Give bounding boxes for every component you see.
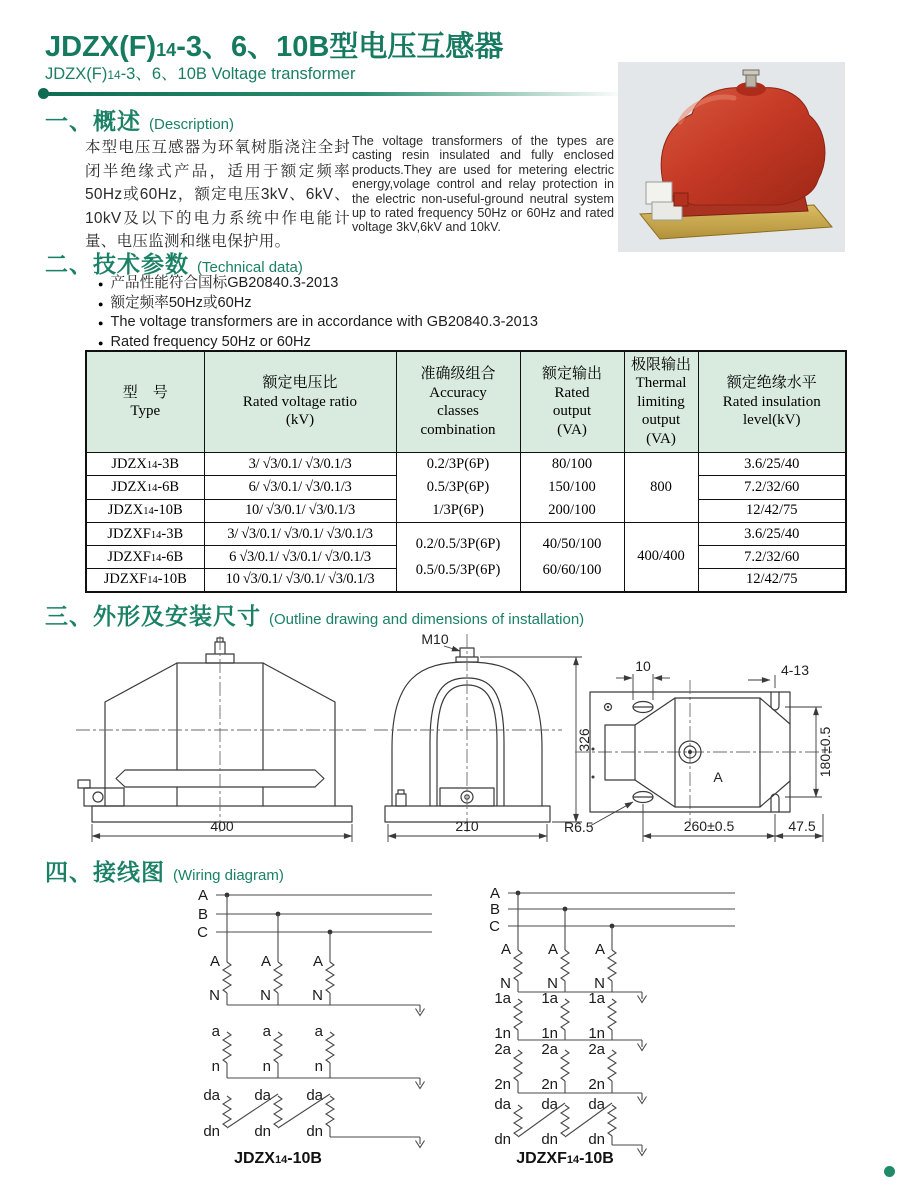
accuracy-group2-cell: 0.2/0.5/3P(6P) 0.5/0.5/3P(6P) <box>396 523 520 592</box>
table-row <box>86 453 846 476</box>
spec-table <box>85 350 847 593</box>
col-header-ratio: 额定电压比 Rated voltage ratio (kV) <box>204 351 396 453</box>
winding-label: A <box>594 941 605 958</box>
winding-label: da <box>254 1087 271 1104</box>
col-header-rated-output: 额定输出 Rated output (VA) <box>520 351 624 453</box>
type-cell: JDZX14-3B <box>86 453 204 476</box>
dim-side-height: 326 <box>576 728 592 752</box>
accuracy-group1-cell: 0.2/3P(6P) 0.5/3P(6P) 1/3P(6P) <box>396 453 520 523</box>
bullet-icon: ● <box>98 318 104 328</box>
section-1-heading: 一、概述 (Description) <box>45 108 235 134</box>
side-view <box>374 631 592 842</box>
dim-front-width: 400 <box>210 818 234 834</box>
thermal-group2-cell: 400/400 <box>624 523 698 592</box>
output-group1-cell: 80/100 150/100 200/100 <box>520 453 624 523</box>
winding-label: 2n <box>588 1076 605 1093</box>
wiring-diagram-jdzxf <box>489 885 735 1156</box>
winding-label: 1a <box>588 990 605 1007</box>
description-english: The voltage transformers of the types are casting resin insulated and fully enclosed products.They are used for metering electric energy,volage control and relay protection in the electric non-useful-ground neutral system up to rated frequency 50Hz or 60Hz and rated voltage 3kV,6kV and 10kV. <box>352 134 614 235</box>
col-header-accuracy: 准确级组合 Accuracy classes combination <box>396 351 520 453</box>
outline-drawings <box>30 630 890 855</box>
insulation-cell: 7.2/32/60 <box>698 476 846 499</box>
winding-label: dn <box>588 1131 605 1148</box>
winding-label: da <box>494 1096 511 1113</box>
table-row <box>86 523 846 546</box>
winding-label: N <box>312 987 323 1004</box>
insulation-cell: 12/42/75 <box>698 569 846 592</box>
page-corner-dot <box>884 1166 895 1177</box>
transformer-illustration <box>618 62 845 252</box>
winding-label: N <box>594 975 605 992</box>
insulation-cell: 3.6/25/40 <box>698 453 846 476</box>
insulation-cell: 7.2/32/60 <box>698 546 846 569</box>
bus-label: A <box>489 885 500 902</box>
col-header-thermal: 极限输出 Thermal limiting output (VA) <box>624 351 698 453</box>
winding-label: 2a <box>588 1041 605 1058</box>
winding-label: da <box>203 1087 220 1104</box>
insulation-cell: 3.6/25/40 <box>698 523 846 546</box>
dim-slot-width: 10 <box>635 658 651 674</box>
wiring-diagram-jdzx <box>197 887 432 1148</box>
winding-label: dn <box>494 1131 511 1148</box>
winding-label: A <box>547 941 558 958</box>
winding-label: 1n <box>541 1025 558 1042</box>
winding-label: 2a <box>541 1041 558 1058</box>
winding-label: A <box>260 953 271 970</box>
winding-label: N <box>260 987 271 1004</box>
ratio-cell: 6 √3/0.1/ √3/0.1/ √3/0.1/3 <box>204 546 396 569</box>
bullet-icon: ● <box>98 337 104 348</box>
col-header-insulation: 额定绝缘水平 Rated insulation level(kV) <box>698 351 846 453</box>
type-cell: JDZX14-6B <box>86 476 204 499</box>
top-view <box>564 658 833 842</box>
bus-label: C <box>489 918 500 935</box>
bullet-item: ● 产品性能符合国标GB20840.3-2013 <box>98 274 658 294</box>
bus-label: A <box>197 887 208 904</box>
type-cell: JDZX14-10B <box>86 499 204 522</box>
wiring-caption-jdzxf: JDZXF14-10B <box>516 1150 614 1167</box>
winding-label: dn <box>541 1131 558 1148</box>
winding-label: dn <box>254 1123 271 1140</box>
winding-label: 1n <box>494 1025 511 1042</box>
winding-label: dn <box>306 1123 323 1140</box>
section-4-heading: 四、接线图 (Wiring diagram) <box>45 859 284 885</box>
section-3-heading: 三、外形及安装尺寸 (Outline drawing and dimensions of installation) <box>45 603 585 629</box>
page-title: JDZX(F)14-3、6、10B型电压互感器 <box>45 31 504 63</box>
bus-label: B <box>489 901 500 918</box>
wiring-caption-jdzx: JDZX14-10B <box>234 1150 322 1167</box>
wiring-diagrams <box>20 882 880 1158</box>
technical-bullets <box>98 274 658 352</box>
winding-label: da <box>306 1087 323 1104</box>
bullet-item: ● 额定频率50Hz或60Hz <box>98 294 658 314</box>
winding-label: A <box>209 953 220 970</box>
winding-label: 2n <box>541 1076 558 1093</box>
dim-depth: 180±0.5 <box>817 726 833 778</box>
dim-mount-width: 260±0.5 <box>683 818 735 834</box>
dim-side-width: 210 <box>455 818 479 834</box>
winding-label: 1a <box>494 990 511 1007</box>
winding-label: da <box>541 1096 558 1113</box>
ratio-cell: 6/ √3/0.1/ √3/0.1/3 <box>204 476 396 499</box>
winding-label: a <box>262 1023 271 1040</box>
table-header-row <box>86 351 846 453</box>
dim-radius: R6.5 <box>564 819 594 835</box>
winding-label: 1a <box>541 990 558 1007</box>
ratio-cell: 3/ √3/0.1/ √3/0.1/ √3/0.1/3 <box>204 523 396 546</box>
col-header-type: 型 号 Type <box>86 351 204 453</box>
winding-label: a <box>211 1023 220 1040</box>
winding-label: N <box>547 975 558 992</box>
dim-slot-count: 4-13 <box>780 662 810 678</box>
page-subtitle: JDZX(F)14-3、6、10B Voltage transformer <box>45 65 356 83</box>
center-mark-label: A <box>713 769 723 785</box>
dim-m10: M10 <box>421 631 449 647</box>
front-view <box>76 636 366 842</box>
winding-label: 1n <box>588 1025 605 1042</box>
winding-label: 2n <box>494 1076 511 1093</box>
thermal-group1-cell: 800 <box>624 453 698 523</box>
description-chinese: 本型电压互感器为环氧树脂浇注全封闭半绝缘式产品，适用于额定频率50Hz或60Hz，额定电压3kV、6kV、10kV及以下的电力系统中作电能计量、电压监测和继电保护用。 <box>85 139 350 250</box>
dim-edge-offset: 47.5 <box>788 818 816 834</box>
insulation-cell: 12/42/75 <box>698 499 846 522</box>
winding-label: A <box>312 953 323 970</box>
winding-label: 2a <box>494 1041 511 1058</box>
type-cell: JDZXF14-10B <box>86 569 204 592</box>
bullet-icon: ● <box>98 298 104 309</box>
bullet-item: ● The voltage transformers are in accordance with GB20840.3-2013 <box>98 313 658 333</box>
type-cell: JDZXF14-6B <box>86 546 204 569</box>
bus-label: C <box>197 924 208 941</box>
winding-label: n <box>314 1058 323 1075</box>
winding-label: dn <box>203 1123 220 1140</box>
winding-label: N <box>209 987 220 1004</box>
winding-label: n <box>211 1058 220 1075</box>
winding-label: N <box>500 975 511 992</box>
ratio-cell: 3/ √3/0.1/ √3/0.1/3 <box>204 453 396 476</box>
winding-label: a <box>314 1023 323 1040</box>
winding-label: da <box>588 1096 605 1113</box>
section-2-heading: 二、技术参数 (Technical data) <box>45 251 303 277</box>
title-rule <box>40 92 625 96</box>
ratio-cell: 10/ √3/0.1/ √3/0.1/3 <box>204 499 396 522</box>
winding-label: A <box>500 941 511 958</box>
output-group2-cell: 40/50/100 60/60/100 <box>520 523 624 592</box>
ratio-cell: 10 √3/0.1/ √3/0.1/ √3/0.1/3 <box>204 569 396 592</box>
product-photo <box>618 62 845 252</box>
bullet-item: ● Rated frequency 50Hz or 60Hz <box>98 333 658 353</box>
type-cell: JDZXF14-3B <box>86 523 204 546</box>
bullet-icon: ● <box>98 279 104 289</box>
winding-label: n <box>262 1058 271 1075</box>
bus-label: B <box>197 906 208 923</box>
